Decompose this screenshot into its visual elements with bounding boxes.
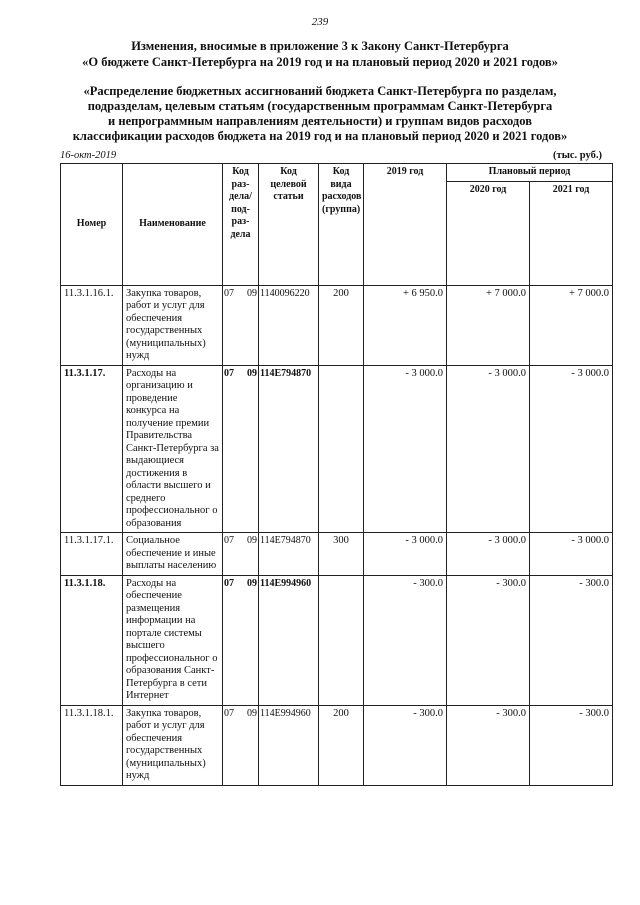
table-row xyxy=(61,533,613,576)
header-type-code: Код вида расходов (группа) xyxy=(319,164,364,286)
section: 07 xyxy=(224,577,234,589)
section: 07 xyxy=(224,707,234,719)
section: 07 xyxy=(224,287,234,299)
header-2021: 2021 год xyxy=(530,181,613,285)
row-name: Расходы на организацию и проведение конкурса на получение премии Правительства Санкт-Петербурга за выдающиеся достижения в области высшего и среднего профессиональног о образования xyxy=(123,365,223,533)
subsection: 09 xyxy=(247,287,257,299)
subtitle-line: и непрограммным направлениям деятельности) и группам видов расходов xyxy=(108,114,532,128)
row-target-code: 114Е994960 xyxy=(259,705,319,785)
row-number: 11.3.1.18. xyxy=(61,575,123,705)
row-value-2021: - 300.0 xyxy=(530,705,613,785)
row-value-2019: - 3 000.0 xyxy=(364,365,447,533)
subtitle-line: «Распределение бюджетных ассигнований бюджета Санкт-Петербурга по разделам, xyxy=(83,84,557,98)
table-row xyxy=(61,285,613,365)
row-type-code: 300 xyxy=(319,533,364,576)
row-value-2021: - 3 000.0 xyxy=(530,365,613,533)
document-subtitle xyxy=(40,84,600,144)
row-value-2021: - 300.0 xyxy=(530,575,613,705)
row-section-code xyxy=(223,533,259,576)
table-row xyxy=(61,575,613,705)
row-name: Закупка товаров, работ и услуг для обеспечения государственных (муниципальных) нужд xyxy=(123,705,223,785)
row-section-code xyxy=(223,365,259,533)
title-line: «О бюджете Санкт-Петербурга на 2019 год и на плановый период 2020 и 2021 годов» xyxy=(82,55,558,69)
row-value-2019: - 3 000.0 xyxy=(364,533,447,576)
document-date: 16-окт-2019 xyxy=(60,150,117,161)
row-value-2021: + 7 000.0 xyxy=(530,285,613,365)
title-line: Изменения, вносимые в приложение 3 к Закону Санкт-Петербурга xyxy=(131,39,509,53)
header-planned-period: Плановый период xyxy=(447,164,613,182)
units-label: (тыс. руб.) xyxy=(553,150,602,161)
section: 07 xyxy=(224,367,234,379)
header-name: Наименование xyxy=(123,164,223,286)
page-number: 239 xyxy=(311,16,329,28)
row-target-code: 114Е794870 xyxy=(259,365,319,533)
row-value-2020: - 3 000.0 xyxy=(447,365,530,533)
subsection: 09 xyxy=(247,707,257,719)
row-name: Социальное обеспечение и иные выплаты населению xyxy=(123,533,223,576)
row-name: Расходы на обеспечение размещения информации на портале системы высшего профессиональног о образования Санкт-Петербурга в сети Интернет xyxy=(123,575,223,705)
subtitle-line: подразделам, целевым статьям (государственным программам Санкт-Петербурга xyxy=(87,99,553,113)
subtitle-line: классификации расходов бюджета на 2019 год и на плановый период 2020 и 2021 годов» xyxy=(72,129,568,143)
row-section-code xyxy=(223,575,259,705)
row-value-2019: + 6 950.0 xyxy=(364,285,447,365)
row-value-2020: + 7 000.0 xyxy=(447,285,530,365)
row-value-2019: - 300.0 xyxy=(364,705,447,785)
row-value-2019: - 300.0 xyxy=(364,575,447,705)
row-value-2020: - 300.0 xyxy=(447,575,530,705)
row-type-code: 200 xyxy=(319,285,364,365)
header-target-code: Код целевой статьи xyxy=(259,164,319,286)
row-type-code xyxy=(319,575,364,705)
row-number: 11.3.1.17.1. xyxy=(61,533,123,576)
header-2019: 2019 год xyxy=(364,164,447,286)
row-name: Закупка товаров, работ и услуг для обеспечения государственных (муниципальных) нужд xyxy=(123,285,223,365)
subsection: 09 xyxy=(247,367,257,379)
row-number: 11.3.1.17. xyxy=(61,365,123,533)
table-row xyxy=(61,365,613,533)
row-number: 11.3.1.18.1. xyxy=(61,705,123,785)
header-2020: 2020 год xyxy=(447,181,530,285)
row-target-code: 114Е994960 xyxy=(259,575,319,705)
row-target-code: 114Е794870 xyxy=(259,533,319,576)
header-number: Номер xyxy=(61,164,123,286)
header-section-code: Код раз-дела/ под-раз-дела xyxy=(223,164,259,286)
row-number: 11.3.1.16.1. xyxy=(61,285,123,365)
row-type-code: 200 xyxy=(319,705,364,785)
subsection: 09 xyxy=(247,535,257,546)
document-title xyxy=(40,38,600,70)
budget-table xyxy=(60,163,613,786)
row-section-code xyxy=(223,705,259,785)
subsection: 09 xyxy=(247,577,257,589)
row-section-code xyxy=(223,285,259,365)
section: 07 xyxy=(224,535,234,546)
row-value-2020: - 300.0 xyxy=(447,705,530,785)
row-target-code: 1140096220 xyxy=(259,285,319,365)
row-value-2020: - 3 000.0 xyxy=(447,533,530,576)
table-row xyxy=(61,705,613,785)
row-type-code xyxy=(319,365,364,533)
row-value-2021: - 3 000.0 xyxy=(530,533,613,576)
